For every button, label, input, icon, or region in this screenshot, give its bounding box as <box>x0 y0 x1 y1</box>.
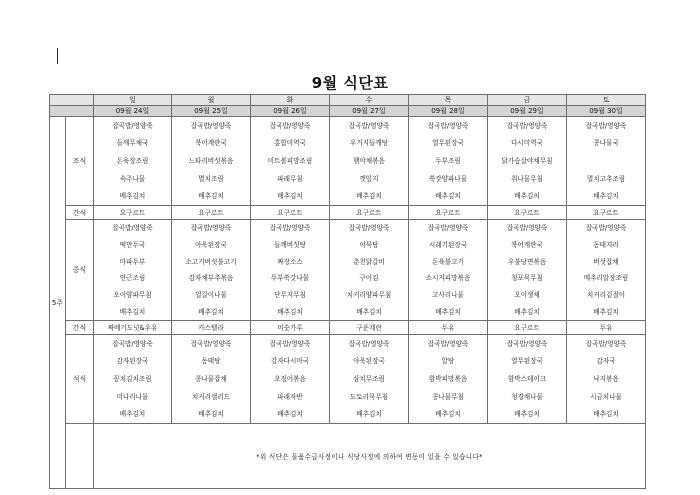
note-spacer <box>66 424 94 489</box>
menu-item: 돈육장조림 <box>116 156 149 165</box>
menu-item: 오징어볶음 <box>274 374 306 383</box>
menu-item: 짜메기도넛&우유 <box>107 323 158 332</box>
menu-item: 파래자반 <box>277 392 303 401</box>
menu-item: 카스텔라 <box>198 323 224 332</box>
menu-item: 잡곡밥/영양죽 <box>427 339 469 348</box>
menu-item: 치커리겉절이 <box>586 290 626 299</box>
menu-item: 감자다시마국 <box>270 357 310 366</box>
menu-item: 잡곡밥/영양죽 <box>112 339 153 348</box>
menu-item: 쑥갓양파나물 <box>428 174 468 183</box>
menu-item: 감자국 <box>596 357 616 366</box>
menu-item: 배추김치 <box>435 192 461 201</box>
menu-item: 잡곡밥/영양죽 <box>190 224 232 233</box>
meal-row <box>50 117 646 206</box>
menu-cell <box>94 321 172 335</box>
menu-item: 구운계란 <box>356 323 382 332</box>
menu-cell <box>409 117 488 206</box>
menu-item: 요구르트 <box>514 323 540 332</box>
menu-item: 콩나물무침 <box>432 392 464 401</box>
menu-item: 감자된장국 <box>116 357 149 366</box>
menu-item: 배추김치 <box>593 307 619 316</box>
menu-item: 치커리양파무침 <box>346 290 392 299</box>
menu-item: 소고기버섯불고기 <box>185 257 237 266</box>
menu-cell <box>330 335 409 424</box>
day-name: 수 <box>330 95 409 106</box>
note-row <box>50 424 646 489</box>
meal-row <box>50 206 646 220</box>
menu-item: 요구르트 <box>277 208 303 217</box>
meal-label: 석식 <box>66 335 94 424</box>
menu-item: 두부조림 <box>435 156 461 165</box>
meal-row <box>50 321 646 335</box>
menu-cell <box>172 335 251 424</box>
menu-item: 취나물무침 <box>511 174 543 183</box>
menu-item: 숙주나물 <box>119 174 146 183</box>
menu-item: 잡곡밥/영양죽 <box>585 224 627 233</box>
menu-item: 아욱된장국 <box>353 357 385 366</box>
menu-cell <box>488 206 567 220</box>
menu-item: 치커리샐러드 <box>191 392 231 401</box>
menu-cell <box>172 321 251 335</box>
menu-item: 배추김치 <box>356 192 382 201</box>
menu-cell <box>488 220 567 321</box>
menu-item: 고사리나물 <box>432 290 464 299</box>
meal-row <box>50 220 646 321</box>
menu-item: 홍합미역국 <box>274 139 306 148</box>
menu-cell <box>251 220 330 321</box>
menu-item: 잡곡밥/영양죽 <box>269 339 311 348</box>
menu-item: 떡만두국 <box>119 240 146 249</box>
date-cell: 09월 29일 <box>488 106 567 117</box>
menu-item: 북어계란국 <box>195 139 227 148</box>
menu-item: 멸치고추조림 <box>586 174 626 183</box>
menu-item: 요구르트 <box>593 208 619 217</box>
menu-item: 짜장소스 <box>277 257 303 266</box>
menu-item: 메추리알장조림 <box>583 274 629 283</box>
menu-cell <box>488 335 567 424</box>
menu-item: 열무된장국 <box>432 139 464 148</box>
footnote: *위 식단은 물품수급사정이나 식당사정에 의하여 변동이 있을 수 있습니다* <box>94 424 646 489</box>
menu-cell <box>567 206 646 220</box>
menu-item: 배추김치 <box>514 410 540 419</box>
menu-item: 시래기된장국 <box>428 240 468 249</box>
menu-item: 멸치조림 <box>198 174 224 183</box>
menu-cell <box>567 117 646 206</box>
day-name: 화 <box>251 95 330 106</box>
menu-item: 소시지피망볶음 <box>425 274 471 283</box>
menu-item: 요구르트 <box>356 208 382 217</box>
menu-cell <box>567 335 646 424</box>
menu-item: 잡곡밥/영양죽 <box>269 121 311 130</box>
menu-item: 배추김치 <box>277 192 303 201</box>
menu-item: 도토리묵무침 <box>349 392 389 401</box>
day-name: 월 <box>172 95 251 106</box>
menu-item: 아욱된장국 <box>195 240 227 249</box>
menu-item: 잡곡밥/영양죽 <box>585 121 627 130</box>
menu-item: 동태지리 <box>593 240 619 249</box>
menu-cell <box>409 220 488 321</box>
menu-cell <box>251 117 330 206</box>
date-cell: 09월 30일 <box>567 106 646 117</box>
menu-item: 요구르트 <box>198 208 224 217</box>
page-title: 9월 식단표 <box>311 74 389 92</box>
meal-label: 조식 <box>66 117 94 206</box>
menu-cell <box>488 117 567 206</box>
menu-item: 배추김치 <box>435 307 461 316</box>
meal-label: 중식 <box>66 220 94 321</box>
meal-label: 간식 <box>66 321 94 335</box>
menu-cell <box>251 321 330 335</box>
header-blank <box>50 95 94 106</box>
menu-item: 오이생채 <box>514 290 540 299</box>
menu-cell <box>567 220 646 321</box>
menu-item: 배추김치 <box>514 192 540 201</box>
menu-item: 두유 <box>599 323 613 332</box>
menu-item: 함박스테이크 <box>507 374 547 383</box>
menu-item: 배추김치 <box>198 192 224 201</box>
menu-cell <box>251 206 330 220</box>
menu-cell <box>94 206 172 220</box>
menu-item: 잡곡밥/영양죽 <box>269 224 311 233</box>
menu-item: 미나리나물 <box>116 392 149 401</box>
day-name: 금 <box>488 95 567 106</box>
menu-cell <box>330 220 409 321</box>
menu-item: 잡곡밥/영양죽 <box>112 224 153 233</box>
menu-item: 잡곡밥/영양죽 <box>585 339 627 348</box>
menu-item: 느타리버섯볶음 <box>188 156 234 165</box>
menu-item: 잡곡밥/영양죽 <box>190 339 232 348</box>
menu-cell <box>94 117 172 206</box>
menu-cell <box>409 335 488 424</box>
date-cell: 09월 26일 <box>251 106 330 117</box>
date-cell: 09월 28일 <box>409 106 488 117</box>
menu-item: 배추김치 <box>514 307 540 316</box>
menu-item: 두부쑥갓나물 <box>270 274 310 283</box>
day-name: 목 <box>409 95 488 106</box>
menu-item <box>567 157 645 165</box>
meal-label: 간식 <box>66 206 94 220</box>
menu-item: 잡곡밥/영양죽 <box>427 224 469 233</box>
menu-item: 열무된장국 <box>511 357 543 366</box>
menu-item: 잡곡밥/영양죽 <box>506 339 548 348</box>
menu-item: 깻잎지 <box>359 174 379 183</box>
date-cell: 09월 24일 <box>94 106 172 117</box>
menu-item: 들깨버섯탕 <box>274 240 306 249</box>
menu-table <box>49 94 646 489</box>
menu-item: 북어계란국 <box>511 240 543 249</box>
menu-item: 미숫가루 <box>277 323 303 332</box>
week-label: 5주 <box>50 117 66 489</box>
menu-item: 잡곡밥/영양죽 <box>506 121 548 130</box>
menu-item: 오이양파무침 <box>113 290 152 299</box>
menu-item: 배추김치 <box>356 410 382 419</box>
menu-item: 돈육불고기 <box>432 257 464 266</box>
menu-cell <box>567 321 646 335</box>
meal-row <box>50 335 646 424</box>
menu-item: 배추김치 <box>593 192 619 201</box>
menu-item: 연근조림 <box>119 274 146 283</box>
menu-item: 잡곡밥/영양죽 <box>348 339 390 348</box>
margin-mark <box>57 48 58 64</box>
menu-cell <box>94 220 172 321</box>
menu-item: 청경채나물 <box>511 392 543 401</box>
date-cell: 09월 27일 <box>330 106 409 117</box>
menu-item: 어묵탕 <box>359 240 379 249</box>
menu-item: 구이김 <box>359 274 379 283</box>
menu-item: 잡곡밥/영양죽 <box>348 121 390 130</box>
menu-item: 마파두부 <box>119 257 146 266</box>
menu-item: 시금치나물 <box>590 392 622 401</box>
menu-item: 배추김치 <box>198 410 224 419</box>
menu-item: 콩나물국 <box>593 139 619 148</box>
menu-item: 삼치무조림 <box>353 374 385 383</box>
menu-cell <box>330 321 409 335</box>
menu-item: 우거지들깨탕 <box>349 139 389 148</box>
menu-item: 청포묵무침 <box>511 274 543 283</box>
menu-item: 함박피망볶음 <box>428 374 468 383</box>
menu-item: 잡곡밥/영양죽 <box>112 121 153 130</box>
menu-item: 햄야채볶음 <box>353 156 385 165</box>
menu-item: 얼갈이나물 <box>195 290 227 299</box>
menu-item: 미트볼피망조림 <box>267 156 313 165</box>
menu-item: 잡곡밥/영양죽 <box>427 121 469 130</box>
menu-item: 다시미역국 <box>511 139 543 148</box>
menu-item: 동태탕 <box>201 357 221 366</box>
menu-cell <box>330 206 409 220</box>
menu-cell <box>251 335 330 424</box>
menu-item: 꽁치김치조림 <box>113 374 152 383</box>
menu-item: 파래무침 <box>277 174 303 183</box>
menu-item: 배추김치 <box>119 192 146 201</box>
menu-cell <box>172 117 251 206</box>
menu-item: 요구르트 <box>514 208 540 217</box>
menu-item: 배추김치 <box>277 307 303 316</box>
menu-item: 배추김치 <box>119 307 146 316</box>
menu-cell <box>94 335 172 424</box>
menu-item: 감자채부추볶음 <box>188 274 234 283</box>
menu-item: 배추김치 <box>198 307 224 316</box>
day-name: 일 <box>94 95 172 106</box>
menu-item: 요구르트 <box>435 208 461 217</box>
date-row <box>50 106 646 117</box>
menu-cell <box>172 220 251 321</box>
menu-item: 요구르트 <box>119 208 146 217</box>
menu-cell <box>409 321 488 335</box>
menu-item: 잡곡밥/영양죽 <box>348 224 390 233</box>
menu-item: 낙지볶음 <box>593 374 619 383</box>
menu-item: 단무지무침 <box>274 290 306 299</box>
menu-cell <box>409 206 488 220</box>
menu-item: 배추김치 <box>119 410 146 419</box>
day-header-row <box>50 95 646 106</box>
menu-item: 닭가슴살야채무침 <box>501 156 553 165</box>
menu-item: 버섯잡채 <box>593 257 619 266</box>
menu-item: 배추김치 <box>356 307 382 316</box>
menu-cell <box>172 206 251 220</box>
date-blank <box>50 106 94 117</box>
menu-item: 배추김치 <box>277 410 303 419</box>
date-cell: 09월 25일 <box>172 106 251 117</box>
menu-item: 배추김치 <box>593 410 619 419</box>
menu-item: 잡곡밥/영양죽 <box>506 224 548 233</box>
menu-item: 들깨무채국 <box>116 139 149 148</box>
menu-cell <box>330 117 409 206</box>
menu-cell <box>488 321 567 335</box>
menu-item: 콩나물잡채 <box>195 374 227 383</box>
menu-item: 춘천닭갈비 <box>353 257 385 266</box>
menu-item: 두유 <box>441 323 455 332</box>
menu-item: 우불당면볶음 <box>507 257 547 266</box>
menu-item: 잡곡밥/영양죽 <box>190 121 232 130</box>
menu-item: 배추김치 <box>435 410 461 419</box>
day-name: 토 <box>567 95 646 106</box>
menu-item: 알탕 <box>441 357 455 366</box>
